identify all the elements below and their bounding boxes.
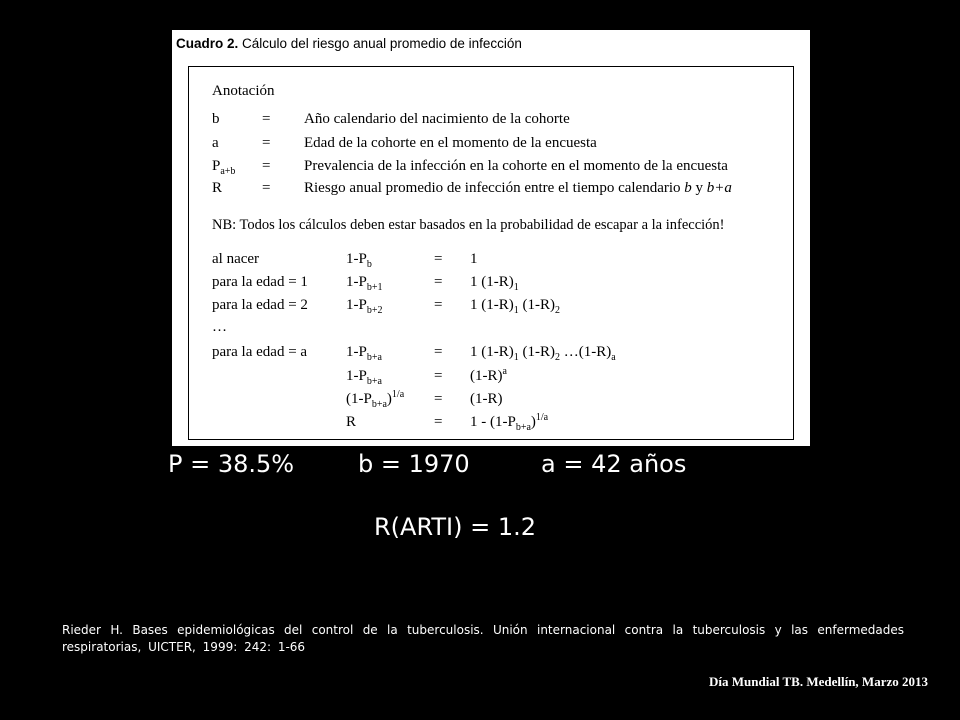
def-text: Prevalencia de la infección en la cohorte en el momento de la encuesta — [304, 158, 728, 174]
eq-sign: = — [434, 274, 443, 290]
eq-rhs: $1 - (1-P_{b+a})^{1/a}$ — [470, 412, 549, 433]
table-title: Cuadro 2. Cálculo del riesgo anual promedio de infección — [176, 36, 522, 51]
eq-rhs: (1-R) — [470, 391, 503, 407]
eq-rhs: 1 — [470, 251, 478, 267]
def-text: Riesgo anual promedio de infección entre el tiempo calendario b y b+a — [304, 180, 732, 196]
eq-sign: = — [434, 391, 443, 407]
def-symbol-b: b — [212, 111, 220, 127]
eq-rhs: 1 $(1-R)_1$ $(1-R)_2$ $\dots(1-R)_a$ — [470, 344, 616, 363]
reference-citation: Rieder H. Bases epidemiológicas del control de la tuberculosis. Unión internacional contra la tuberculosis y las enfermedades respiratorias, UICTER, 1999: 242: 1-66 — [62, 623, 904, 654]
eq-ellipsis: … — [212, 319, 227, 335]
eq-lhs: $(1-P_{b+a})^{1/a}$ — [346, 389, 405, 410]
def-text: Año calendario del nacimiento de la cohorte — [304, 111, 570, 127]
eq-label: para la edad = a — [212, 344, 308, 360]
eq-rhs: 1 $(1-R)_1$ $(1-R)_2$ — [470, 297, 560, 316]
eq-sign: = — [434, 368, 443, 384]
eq-rhs: $(1-R)^a$ — [470, 366, 507, 384]
def-eq: = — [262, 135, 271, 151]
value-r: R(ARTI) = 1.2 — [374, 513, 537, 541]
def-eq: = — [262, 158, 271, 174]
eq-label: para la edad = 2 — [212, 297, 308, 313]
eq-sign: = — [434, 251, 443, 267]
footer-event: Día Mundial TB. Medellín, Marzo 2013 — [709, 674, 928, 689]
eq-lhs: $1-P_b$ — [346, 251, 372, 270]
section-heading: Anotación — [212, 83, 275, 99]
eq-lhs: $1-P_{b+a}$ — [346, 368, 382, 387]
note: NB: Todos los cálculos deben estar basados en la probabilidad de escapar a la infección! — [212, 217, 725, 233]
def-text: Edad de la cohorte en el momento de la encuesta — [304, 135, 597, 151]
eq-lhs: $1-P_{b+1}$ — [346, 274, 383, 293]
def-symbol-r: R — [212, 180, 223, 196]
eq-sign: = — [434, 297, 443, 313]
eq-rhs: 1 $(1-R)_1$ — [470, 274, 519, 293]
def-eq: = — [262, 111, 271, 127]
eq-sign: = — [434, 344, 443, 360]
table-figure — [172, 30, 810, 446]
def-eq: = — [262, 180, 271, 196]
eq-lhs: R — [346, 414, 357, 430]
eq-label: al nacer — [212, 251, 260, 267]
def-symbol-p: $P_{a+b}$ — [212, 158, 236, 177]
value-p: P = 38.5% — [168, 450, 295, 478]
value-a: a = 42 años — [541, 450, 687, 478]
eq-lhs: $1-P_{b+a}$ — [346, 344, 382, 363]
eq-lhs: $1-P_{b+2}$ — [346, 297, 383, 316]
eq-label: para la edad = 1 — [212, 274, 308, 290]
def-symbol-a: a — [212, 135, 219, 151]
eq-sign: = — [434, 414, 443, 430]
value-b: b = 1970 — [358, 450, 470, 478]
